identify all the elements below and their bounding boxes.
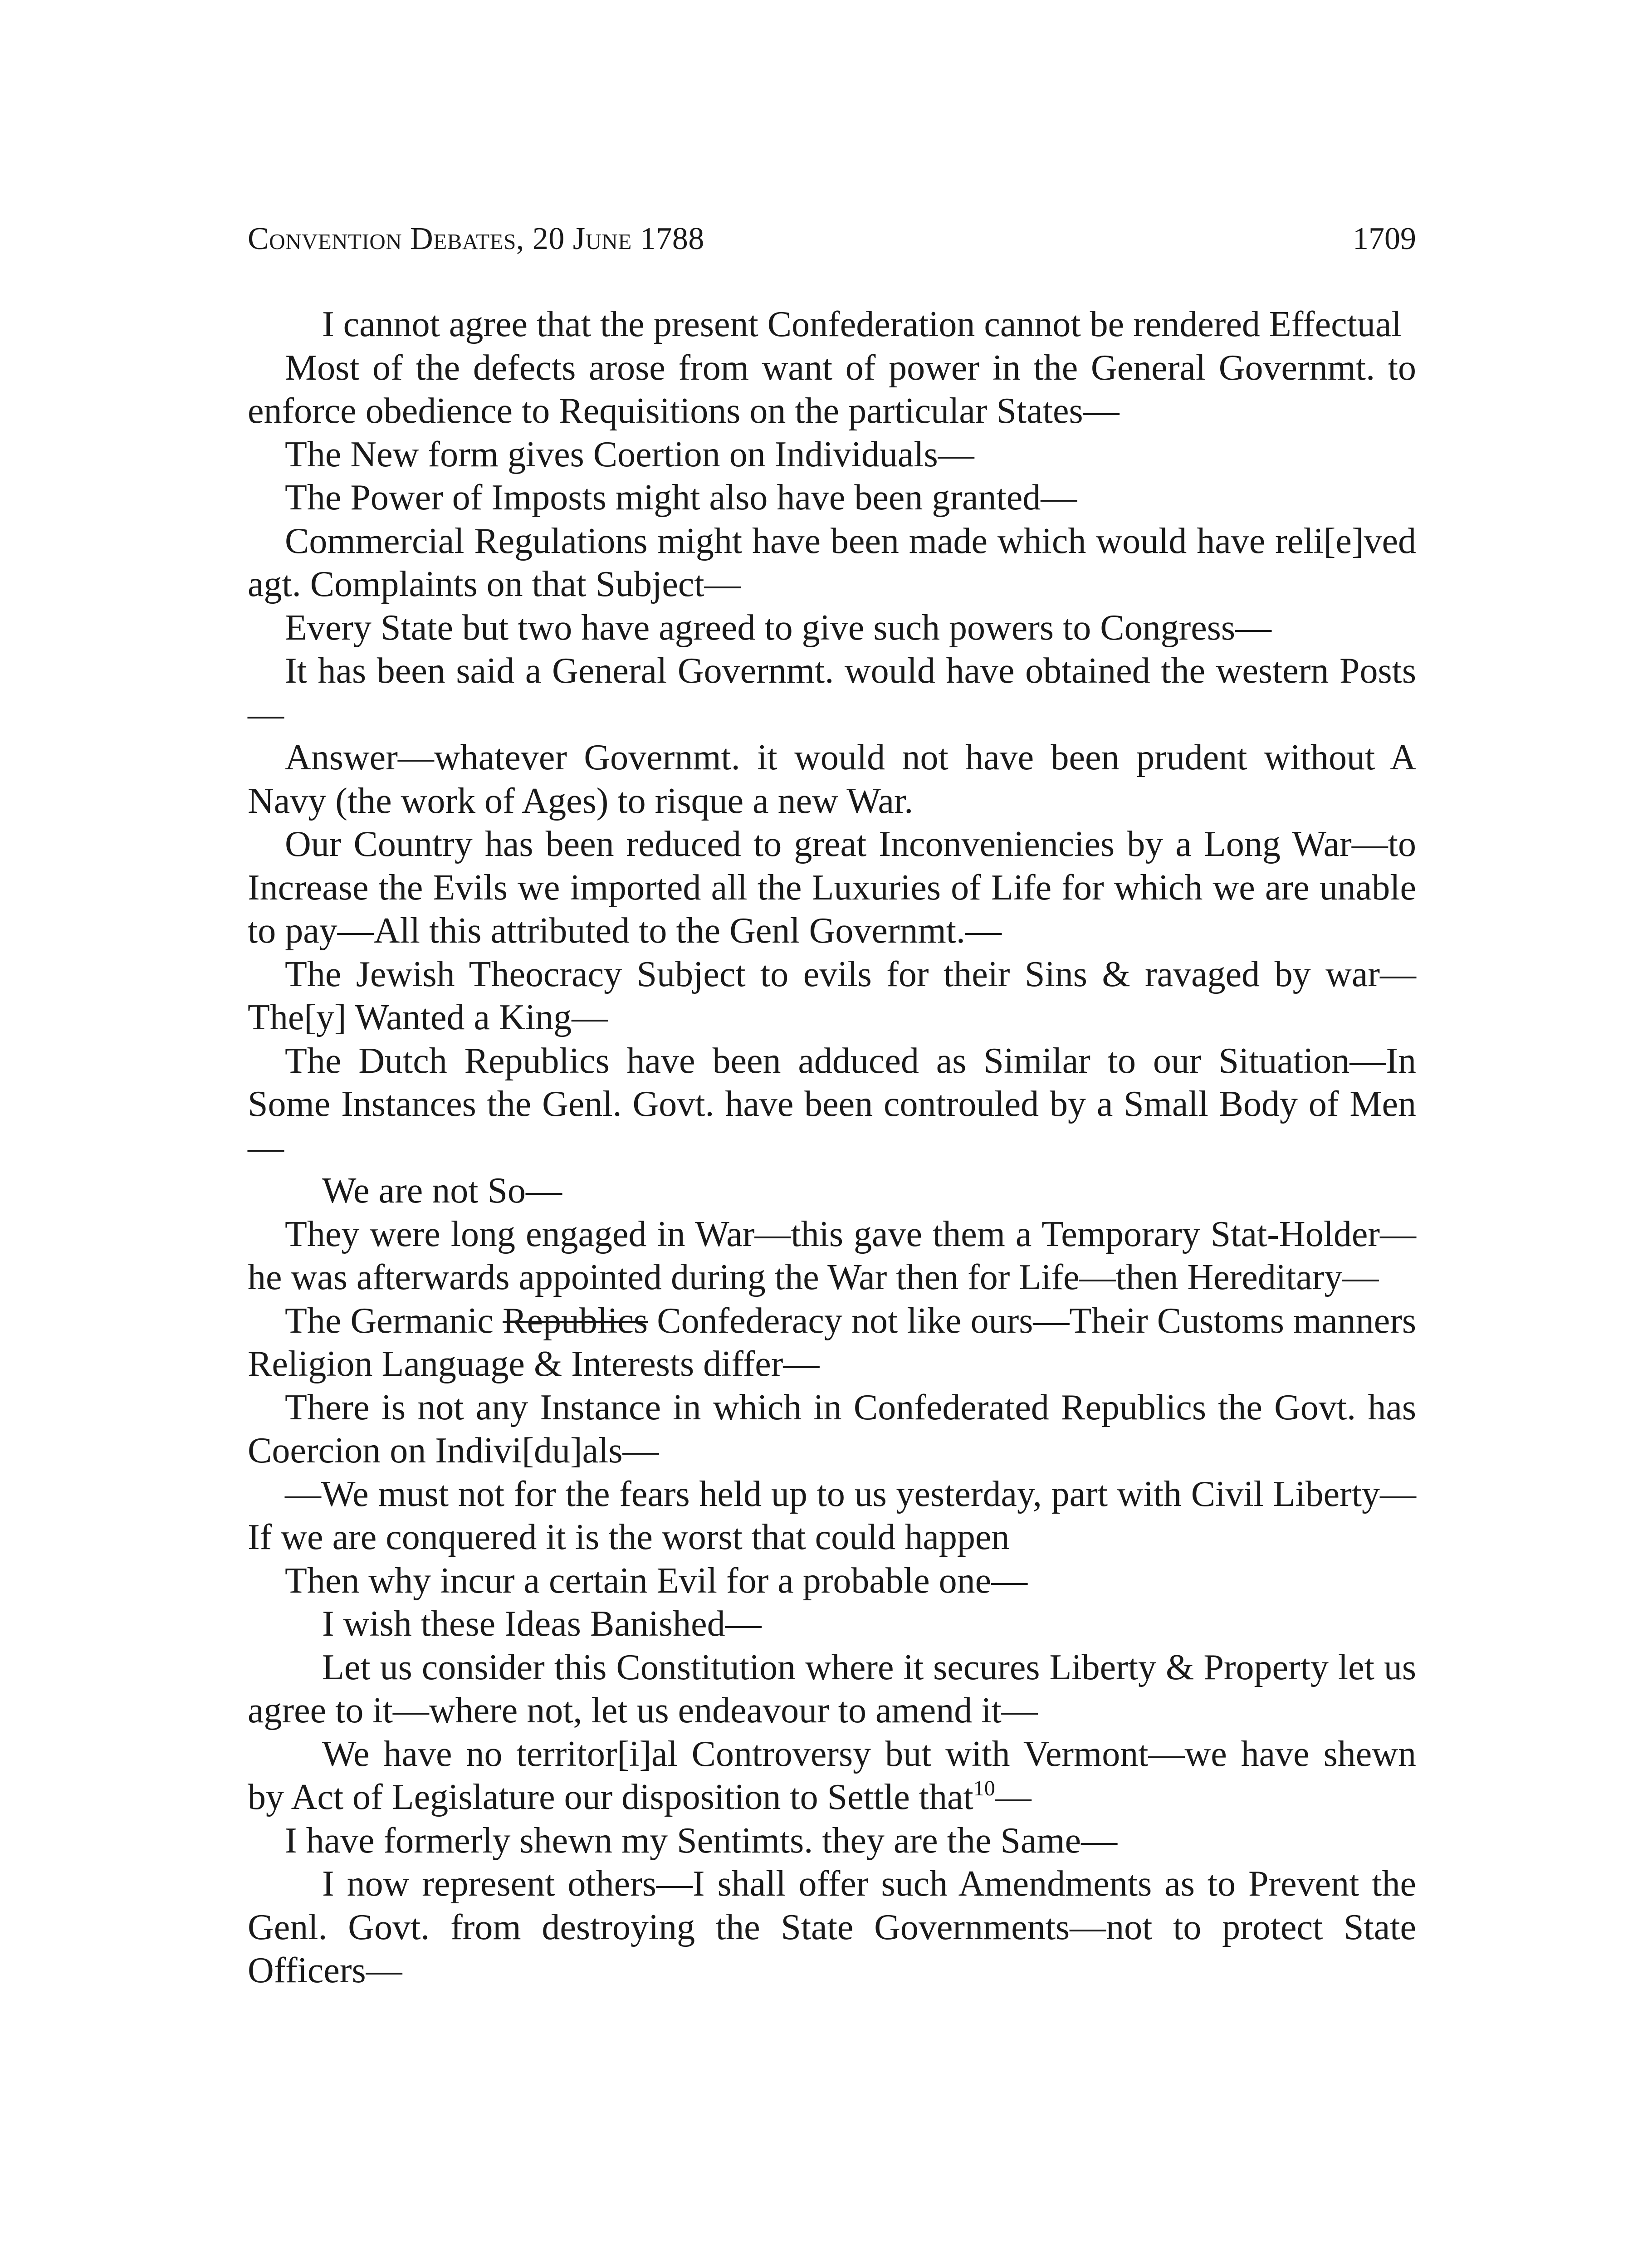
paragraph: The Power of Imposts might also have been granted— (285, 478, 1077, 518)
paragraph-text: The Germanic (285, 1300, 503, 1341)
paragraph: Most of the defects arose from want of power in the General Governmt. to enforce obedience to Requisitions on the particular States— (248, 347, 1416, 431)
paragraph: Our Country has been reduced to great Inconveniencies by a Long War—to Increase the Evils we imported all the Luxuries of Life for which we are unable to pay—All this attributed to the Genl Governmt.— (248, 824, 1416, 951)
paragraph: Then why incur a certain Evil for a probable one— (285, 1560, 1028, 1601)
page-number: 1709 (1353, 221, 1416, 256)
body-text (248, 303, 1416, 1993)
paragraph-text: We have no territor[i]al Controversy but with Vermont—we have shewn by Act of Legislature our disposition to Settle that (248, 1734, 1416, 1817)
footnote-marker: 10 (973, 1776, 995, 1800)
paragraph-text: Confederacy not like ours—Their Customs manners Religion Language & Interests differ— (248, 1300, 1417, 1384)
page-header (248, 219, 1416, 259)
paragraph: I have formerly shewn my Sentimts. they are the Same— (285, 1820, 1118, 1861)
paragraph: Commercial Regulations might have been made which would have reli[e]ved agt. Complaints on that Subject— (248, 521, 1416, 604)
paragraph: The New form gives Coertion on Individuals— (285, 434, 974, 474)
paragraph (248, 1733, 1416, 1819)
paragraph: They were long engaged in War—this gave them a Temporary Stat-Holder—he was afterwards appointed during the War then for Life—then Hereditary— (248, 1214, 1416, 1297)
paragraph: It has been said a General Governmt. would have obtained the western Posts— (248, 651, 1416, 734)
paragraph: Every State but two have agreed to give such powers to Congress— (285, 607, 1272, 648)
paragraph: Let us consider this Constitution where it secures Liberty & Property let us agree to it—where not, let us endeavour to amend it— (248, 1647, 1416, 1730)
paragraph: Answer—whatever Governmt. it would not have been prudent without A Navy (the work of Ages) to risque a new War. (248, 738, 1416, 821)
paragraph: I now represent others—I shall offer such Amendments as to Prevent the Genl. Govt. from destroying the State Governments—not to protect State Officers— (248, 1864, 1416, 1990)
paragraph: I wish these Ideas Banished— (322, 1604, 762, 1644)
paragraph-text: — (995, 1777, 1032, 1817)
paragraph (248, 1300, 1416, 1386)
paragraph: The Jewish Theocracy Subject to evils for their Sins & ravaged by war—The[y] Wanted a King— (248, 954, 1416, 1037)
running-head: Convention Debates, 20 June 1788 (248, 221, 704, 256)
paragraph: The Dutch Republics have been adduced as Similar to our Situation—In Some Instances the Genl. Govt. have been controuled by a Small Body of Men— (248, 1041, 1416, 1168)
struck-text: Republics (503, 1300, 648, 1341)
paragraph: I cannot agree that the present Confederation cannot be rendered Effectual (322, 304, 1402, 344)
paragraph: —We must not for the fears held up to us yesterday, part with Civil Liberty—If we are conquered it is the worst that could happen (248, 1474, 1416, 1557)
paragraph: We are not So— (322, 1171, 562, 1211)
paragraph: There is not any Instance in which in Confederated Republics the Govt. has Coercion on Indivi[du]als— (248, 1387, 1416, 1471)
